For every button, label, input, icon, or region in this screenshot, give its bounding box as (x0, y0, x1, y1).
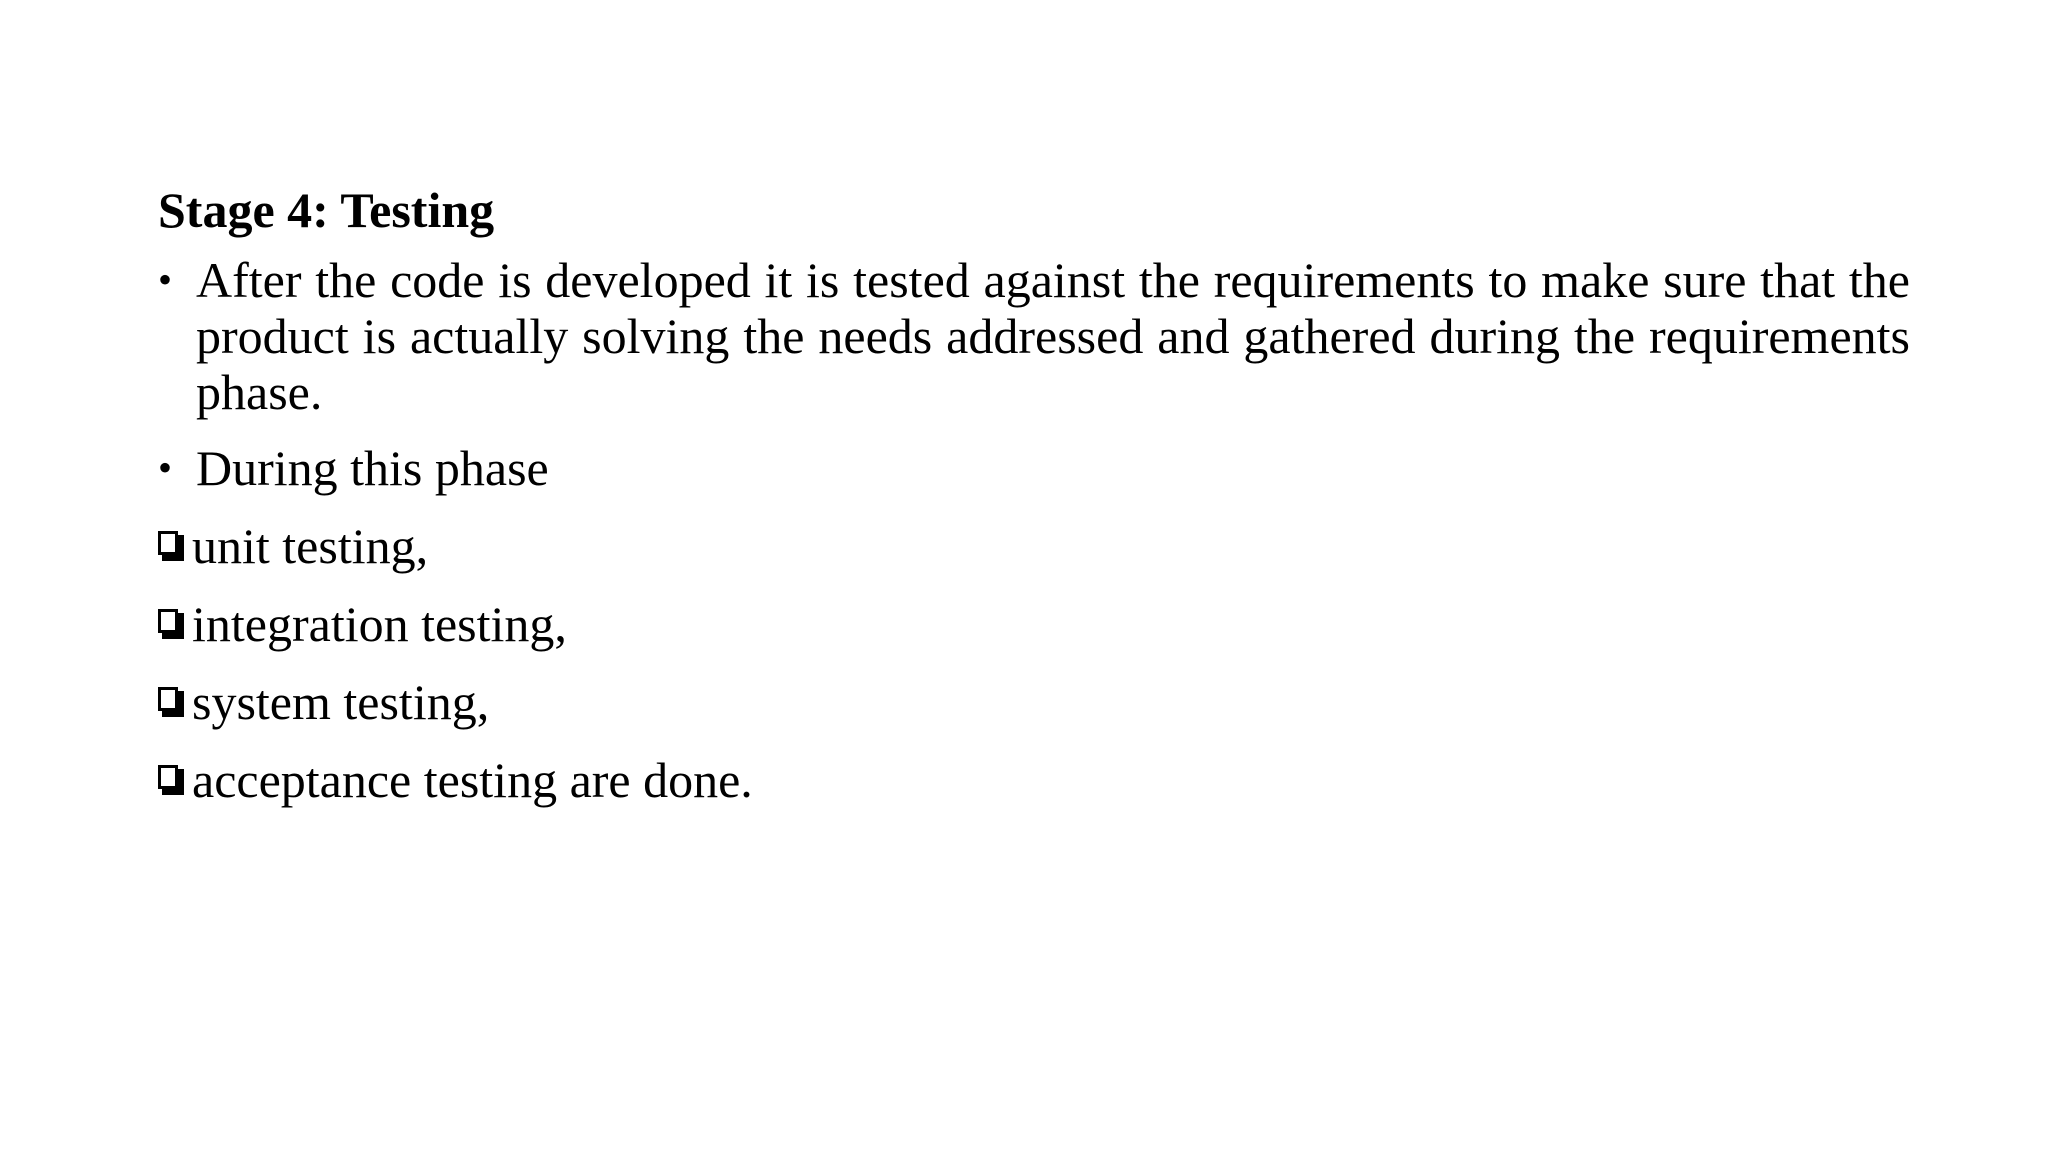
checkbox-icon (158, 765, 184, 795)
bullet-icon: • (158, 257, 173, 302)
bullet-icon: • (158, 445, 173, 490)
checkbox-icon (158, 687, 184, 717)
bullet-text: During this phase (196, 440, 549, 496)
checklist-item (158, 672, 1910, 732)
checklist-item (158, 750, 1910, 810)
bullet-item (158, 440, 1910, 496)
checklist-text: acceptance testing are done. (192, 752, 753, 808)
checklist-text: unit testing, (192, 518, 429, 574)
checkbox-icon (158, 609, 184, 639)
checklist-text: system testing, (192, 674, 490, 730)
slide-content (158, 180, 1910, 828)
bullet-text: After the code is developed it is tested against the requirements to make sure that the product is actually solving the needs addressed and gathered during the requirements phase. (196, 252, 1910, 420)
checklist-text: integration testing, (192, 596, 567, 652)
checklist-item (158, 516, 1910, 576)
checkbox-icon (158, 531, 184, 561)
checklist-item (158, 594, 1910, 654)
slide-heading: Stage 4: Testing (158, 182, 495, 238)
bullet-item (158, 252, 1910, 420)
